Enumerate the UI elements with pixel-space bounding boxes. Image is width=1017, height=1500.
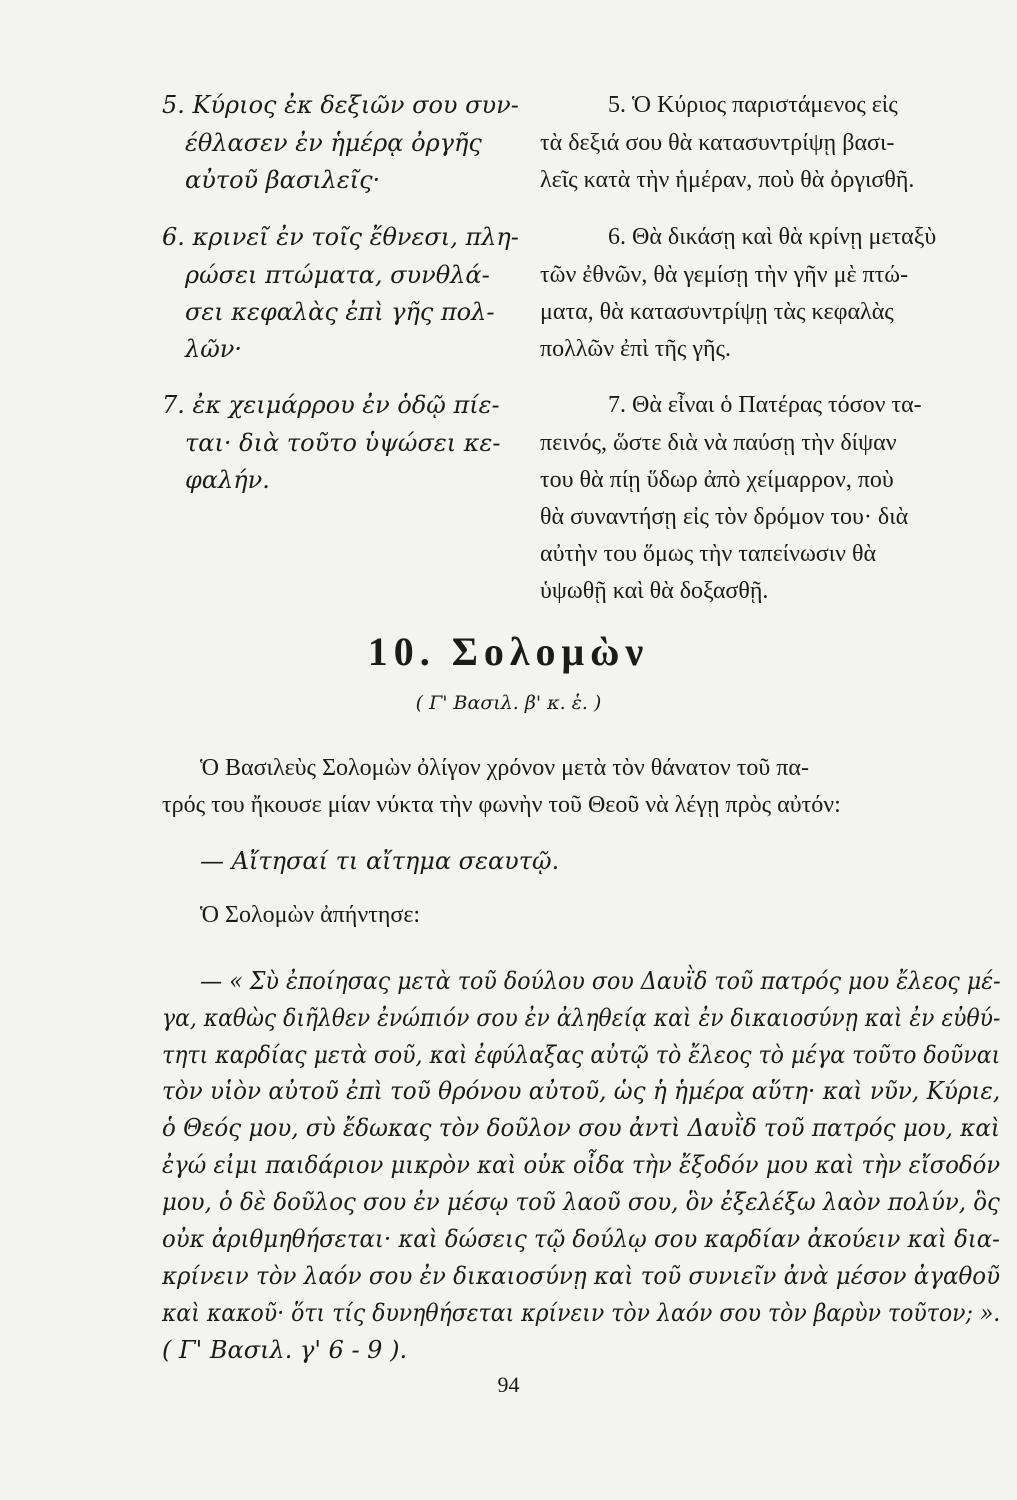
right-verse-line: ματα, θὰ κατασυντρίψῃ τὰς κεφαλὰς <box>540 299 894 325</box>
right-verse-line: του θὰ πίῃ ὕδωρ ἀπὸ χείμαρρον, ποὺ <box>540 467 894 493</box>
section-title: 10. Σολομὼν <box>367 629 650 674</box>
prayer-line: ὁ Θεός μου, σὺ ἔδωκας τὸν δοῦλον σου ἀντὶ Δαυῒδ τοῦ πατρός μου, καὶ <box>162 1114 1000 1142</box>
right-verse-line: λεῖς κατὰ τὴν ἡμέραν, ποὺ θὰ ὀργισθῆ. <box>540 167 915 193</box>
prayer-line: γα, καθὼς διῆλθεν ἐνώπιόν σου ἐν ἀληθείᾳ καὶ ἐν δικαιοσύνῃ καὶ ἐν εὐθύ- <box>162 1004 1001 1032</box>
right-verse-line: αὐτὴν του ὅμως τὴν ταπείνωσιν θὰ <box>540 541 877 567</box>
prayer-line: τὸν υἱὸν αὐτοῦ ἐπὶ τοῦ θρόνου αὐτοῦ, ὡς ἡ ἡμέρα αὕτη· καὶ νῦν, Κύριε, <box>162 1077 1001 1105</box>
prayer-line: τητι καρδίας μετὰ σοῦ, καὶ ἐφύλαξας αὐτῷ τὸ ἔλεος τὸ μέγα τοῦτο δοῦναι <box>162 1041 1001 1069</box>
right-verse-line: θὰ συναντήσῃ εἰς τὸν δρόμον του· διὰ <box>540 504 909 530</box>
section-citation: ( Γ' Βασιλ. β' κ. ἑ. ) <box>415 692 602 714</box>
left-verse-line: λῶν· <box>185 335 242 363</box>
right-verse-line: 7. Θὰ εἶναι ὁ Πατέρας τόσον τα- <box>608 392 922 418</box>
prayer-line: — « Σὺ ἐποίησας μετὰ τοῦ δούλου σου Δαυῒδ τοῦ πατρός μου ἔλεος μέ- <box>200 967 1001 995</box>
prayer-line: κρίνειν τὸν λαόν σου ἐν δικαιοσύνῃ καὶ τοῦ συνιεῖν ἀνὰ μέσον ἀγαθοῦ <box>162 1262 1001 1290</box>
right-verse-line: ὑψωθῇ καὶ θὰ δοξασθῇ. <box>540 578 769 604</box>
god-speech: — Αἴτησαί τι αἴτημα σεαυτῷ. <box>200 847 560 875</box>
prayer-line: καὶ κακοῦ· ὅτι τίς δυνηθήσεται κρίνειν τὸν λαόν σου τὸν βαρὺν τοῦτον; ». <box>162 1299 1001 1327</box>
left-verse-line: 7. ἐκ χειμάρρου ἐν ὁδῷ πίε- <box>162 391 500 419</box>
right-verse-line: τὰ δεξιά σου θὰ κατασυντρίψῃ βασι- <box>540 130 895 156</box>
right-verse-line: πεινός, ὥστε διὰ νὰ παύσῃ τὴν δίψαν <box>540 430 897 456</box>
narrative-line: τρός του ἤκουσε μίαν νύκτα τὴν φωνὴν τοῦ Θεοῦ νὰ λέγῃ πρὸς αὐτόν: <box>162 792 841 818</box>
right-verse-line: πολλῶν ἐπὶ τῆς γῆς. <box>540 336 732 362</box>
left-verse-line: αὐτοῦ βασιλεῖς· <box>185 166 381 194</box>
left-verse-line: ται· διὰ τοῦτο ὑψώσει κε- <box>185 429 501 457</box>
narrative-line: Ὁ Βασιλεὺς Σολομὼν ὀλίγον χρόνον μετὰ τὸν θάνατον τοῦ πα- <box>200 755 809 781</box>
right-verse-line: τῶν ἐθνῶν, θὰ γεμίσῃ τὴν γῆν μὲ πτώ- <box>540 262 909 288</box>
right-verse-line: 6. Θὰ δικάσῃ καὶ θὰ κρίνῃ μεταξὺ <box>608 224 937 250</box>
right-verse-line: 5. Ὁ Κύριος παριστάμενος εἰς <box>608 92 898 118</box>
prayer-line: ἐγώ εἰμι παιδάριον μικρὸν καὶ οὐκ οἶδα τὴν ἔξοδόν μου καὶ τὴν εἴσοδόν <box>162 1151 1001 1179</box>
left-verse-line: έθλασεν ἐν ἡμέρᾳ ὀργῆς <box>185 129 482 157</box>
prayer-line: οὐκ ἀριθμηθήσεται· καὶ δώσεις τῷ δούλῳ σου καρδίαν ἀκούειν καὶ δια- <box>162 1225 1000 1253</box>
left-verse-line: σει κεφαλὰς ἐπὶ γῆς πολ- <box>185 298 495 326</box>
answer-intro: Ὁ Σολομὼν ἀπήντησε: <box>200 902 421 928</box>
prayer-line: ( Γ' Βασιλ. γ' 6 - 9 ). <box>162 1336 408 1364</box>
prayer-line: μου, ὁ δὲ δοῦλος σου ἐν μέσῳ τοῦ λαοῦ σου, ὃν ἐξελέξω λαὸν πολύν, ὃς <box>162 1188 1000 1216</box>
left-verse-line: φαλήν. <box>185 466 270 494</box>
left-verse-line: ρώσει πτώματα, συνθλά- <box>185 261 490 289</box>
left-verse-line: 5. Κύριος ἐκ δεξιῶν σου συν- <box>162 91 519 119</box>
left-verse-line: 6. κρινεῖ ἐν τοῖς ἔθνεσι, πλη- <box>162 223 519 251</box>
page-number: 94 <box>497 1372 520 1397</box>
